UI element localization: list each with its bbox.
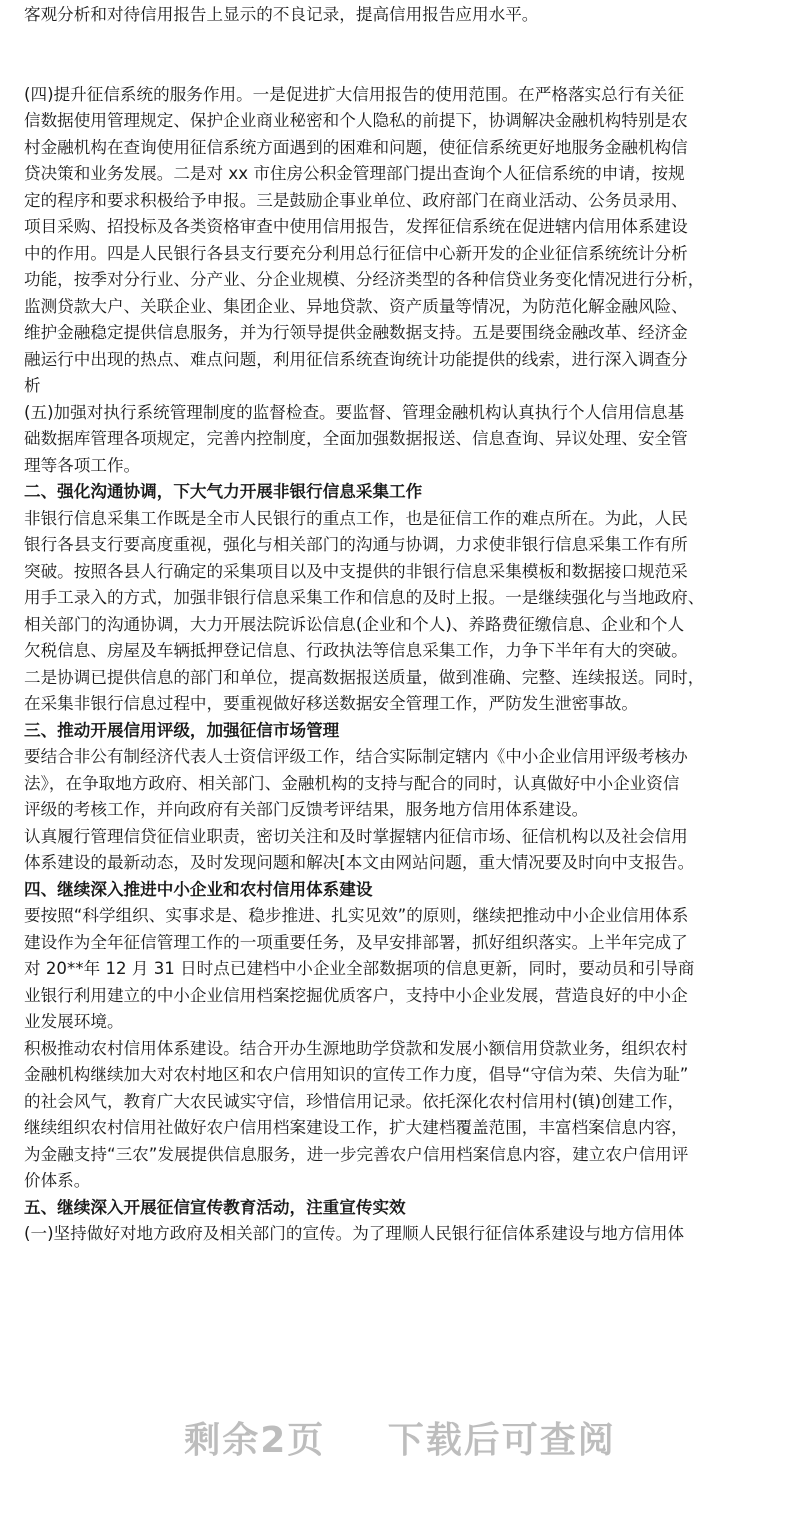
text-line: 在采集非银行信息过程中，要重视做好移送数据安全管理工作，严防发生泄密事故。 [24, 694, 638, 713]
text-line: 客观分析和对待信用报告上显示的不良记录，提高信用报告应用水平。 [24, 5, 539, 24]
section-heading: 五、继续深入开展征信宣传教育活动，注重宣传实效 [24, 1197, 406, 1217]
text-line: 对 20**年 12 月 31 日时点已建档中小企业全部数据项的信息更新，同时，要动员和引导商 [24, 959, 695, 978]
document-body [24, 2, 780, 1248]
text-line: 功能，按季对分行业、分产业、分企业规模、分经济类型的各种信贷业务变化情况进行分析， [24, 270, 705, 289]
text-line: 要结合非公有制经济代表人士资信评级工作，结合实际制定辖内《中小企业信用评级考核办 [24, 747, 688, 766]
text-line: 要按照“科学组织、实事求是、稳步推进、扎实见效”的原则，继续把推动中小企业信用体系 [24, 906, 689, 925]
text-line: 础数据库管理各项规定，完善内控制度，全面加强数据报送、信息查询、异议处理、安全管 [24, 429, 688, 448]
text-line: 二是协调已提供信息的部门和单位，提高数据报送质量，做到准确、完整、连续报送。同时， [24, 667, 705, 687]
text-line: 析 [24, 376, 41, 395]
text-line: 非银行信息采集工作既是全市人民银行的重点工作，也是征信工作的难点所在。为此，人民 [24, 508, 688, 528]
text-line: 维护金融稳定提供信息服务，并为行领导提供金融数据支持。五是要围绕金融改革、经济金 [24, 323, 688, 342]
text-line: 理等各项工作。 [24, 455, 141, 475]
text-line: 银行各县支行要高度重视，强化与相关部门的沟通与协调，力求使非银行信息采集工作有所 [24, 535, 688, 554]
text-line: 相关部门的沟通协调，大力开展法院诉讼信息(企业和个人)、养路费征缴信息、企业和个人 [24, 614, 685, 634]
text-line: 信数据使用管理规定、保护企业商业秘密和个人隐私的前提下，协调解决金融机构特别是农 [24, 111, 688, 130]
download-to-view-label: 下载后可查阅 [387, 1420, 616, 1461]
text-line: 项目采购、招投标及各类资格审查中使用信用报告，发挥征信系统在促进辖内信用体系建设 [24, 217, 688, 236]
text-line: 价体系。 [24, 1171, 91, 1190]
text-line: 建设作为全年征信管理工作的一项重要任务，及早安排部署，抓好组织落实。上半年完成了 [24, 932, 688, 952]
text-line: 法》，在争取地方政府、相关部门、金融机构的支持与配合的同时，认真做好中小企业资信 [24, 773, 680, 793]
text-line: 认真履行管理信贷征信业职责，密切关注和及时掌握辖内征信市场、征信机构以及社会信用 [24, 826, 688, 846]
text-line: 中的作用。四是人民银行各县支行要充分利用总行征信中心新开发的企业征信系统统计分析 [24, 243, 688, 263]
text-line: 突破。按照各县人行确定的采集项目以及中支提供的非银行信息采集模板和数据接口规范采 [24, 561, 688, 581]
text-line: 体系建设的最新动态，及时发现问题和解决[本文由网站问题，重大情况要及时向中支报告。 [24, 853, 695, 872]
text-line: (一)坚持做好对地方政府及相关部门的宣传。为了理顺人民银行征信体系建设与地方信用体 [24, 1224, 685, 1243]
text-line: 业发展环境。 [24, 1012, 124, 1031]
text-line: 的社会风气，教育广大农民诚实守信，珍惜信用记录。依托深化农村信用村(镇)创建工作， [24, 1091, 685, 1111]
text-line: 融运行中出现的热点、难点问题，利用征信系统查询统计功能提供的线索，进行深入调查分 [24, 349, 688, 369]
section-heading: 二、强化沟通协调，下大气力开展非银行信息采集工作 [24, 482, 423, 501]
text-line: 贷决策和业务发展。二是对 xx 市住房公积金管理部门提出查询个人征信系统的申请，按规 [24, 164, 685, 183]
text-line: 用手工录入的方式，加强非银行信息采集工作和信息的及时上报。一是继续强化与当地政府、 [24, 588, 705, 607]
text-line: 评级的考核工作，并向政府有关部门反馈考评结果，服务地方信用体系建设。 [24, 800, 589, 819]
download-prompt[interactable] [0, 1412, 800, 1463]
text-line: 为金融支持“三农”发展提供信息服务，进一步完善农户信用档案信息内容，建立农户信用评 [24, 1144, 689, 1164]
text-line: 金融机构继续加大对农村地区和农户信用知识的宣传工作力度，倡导“守信为荣、失信为耻” [24, 1065, 689, 1084]
text-line: 积极推动农村信用体系建设。结合开办生源地助学贷款和发展小额信用贷款业务，组织农村 [24, 1038, 688, 1058]
section-heading: 三、推动开展信用评级，加强征信市场管理 [24, 720, 340, 740]
text-line: 欠税信息、房屋及车辆抵押登记信息、行政执法等信息采集工作，力争下半年有大的突破。 [24, 641, 688, 660]
section-heading: 四、继续深入推进中小企业和农村信用体系建设 [24, 879, 373, 899]
text-line: 村金融机构在查询使用征信系统方面遇到的困难和问题，使征信系统更好地服务金融机构信 [24, 137, 688, 157]
paragraph-gap [24, 29, 780, 82]
remaining-pages-label: 剩余2页 [184, 1420, 326, 1461]
text-line: 继续组织农村信用社做好农户信用档案建设工作，扩大建档覆盖范围，丰富档案信息内容， [24, 1118, 688, 1137]
text-line: (四)提升征信系统的服务作用。一是促进扩大信用报告的使用范围。在严格落实总行有关征 [24, 84, 685, 104]
text-line: 监测贷款大户、关联企业、集团企业、异地贷款、资产质量等情况，为防范化解金融风险、 [24, 296, 688, 316]
text-line: 业银行利用建立的中小企业信用档案挖掘优质客户，支持中小企业发展，营造良好的中小企 [24, 985, 688, 1005]
text-line: 定的程序和要求积极给予申报。三是鼓励企事业单位、政府部门在商业活动、公务员录用、 [24, 190, 688, 210]
text-line: (五)加强对执行系统管理制度的监督检查。要监督、管理金融机构认真执行个人信用信息基 [24, 402, 685, 422]
